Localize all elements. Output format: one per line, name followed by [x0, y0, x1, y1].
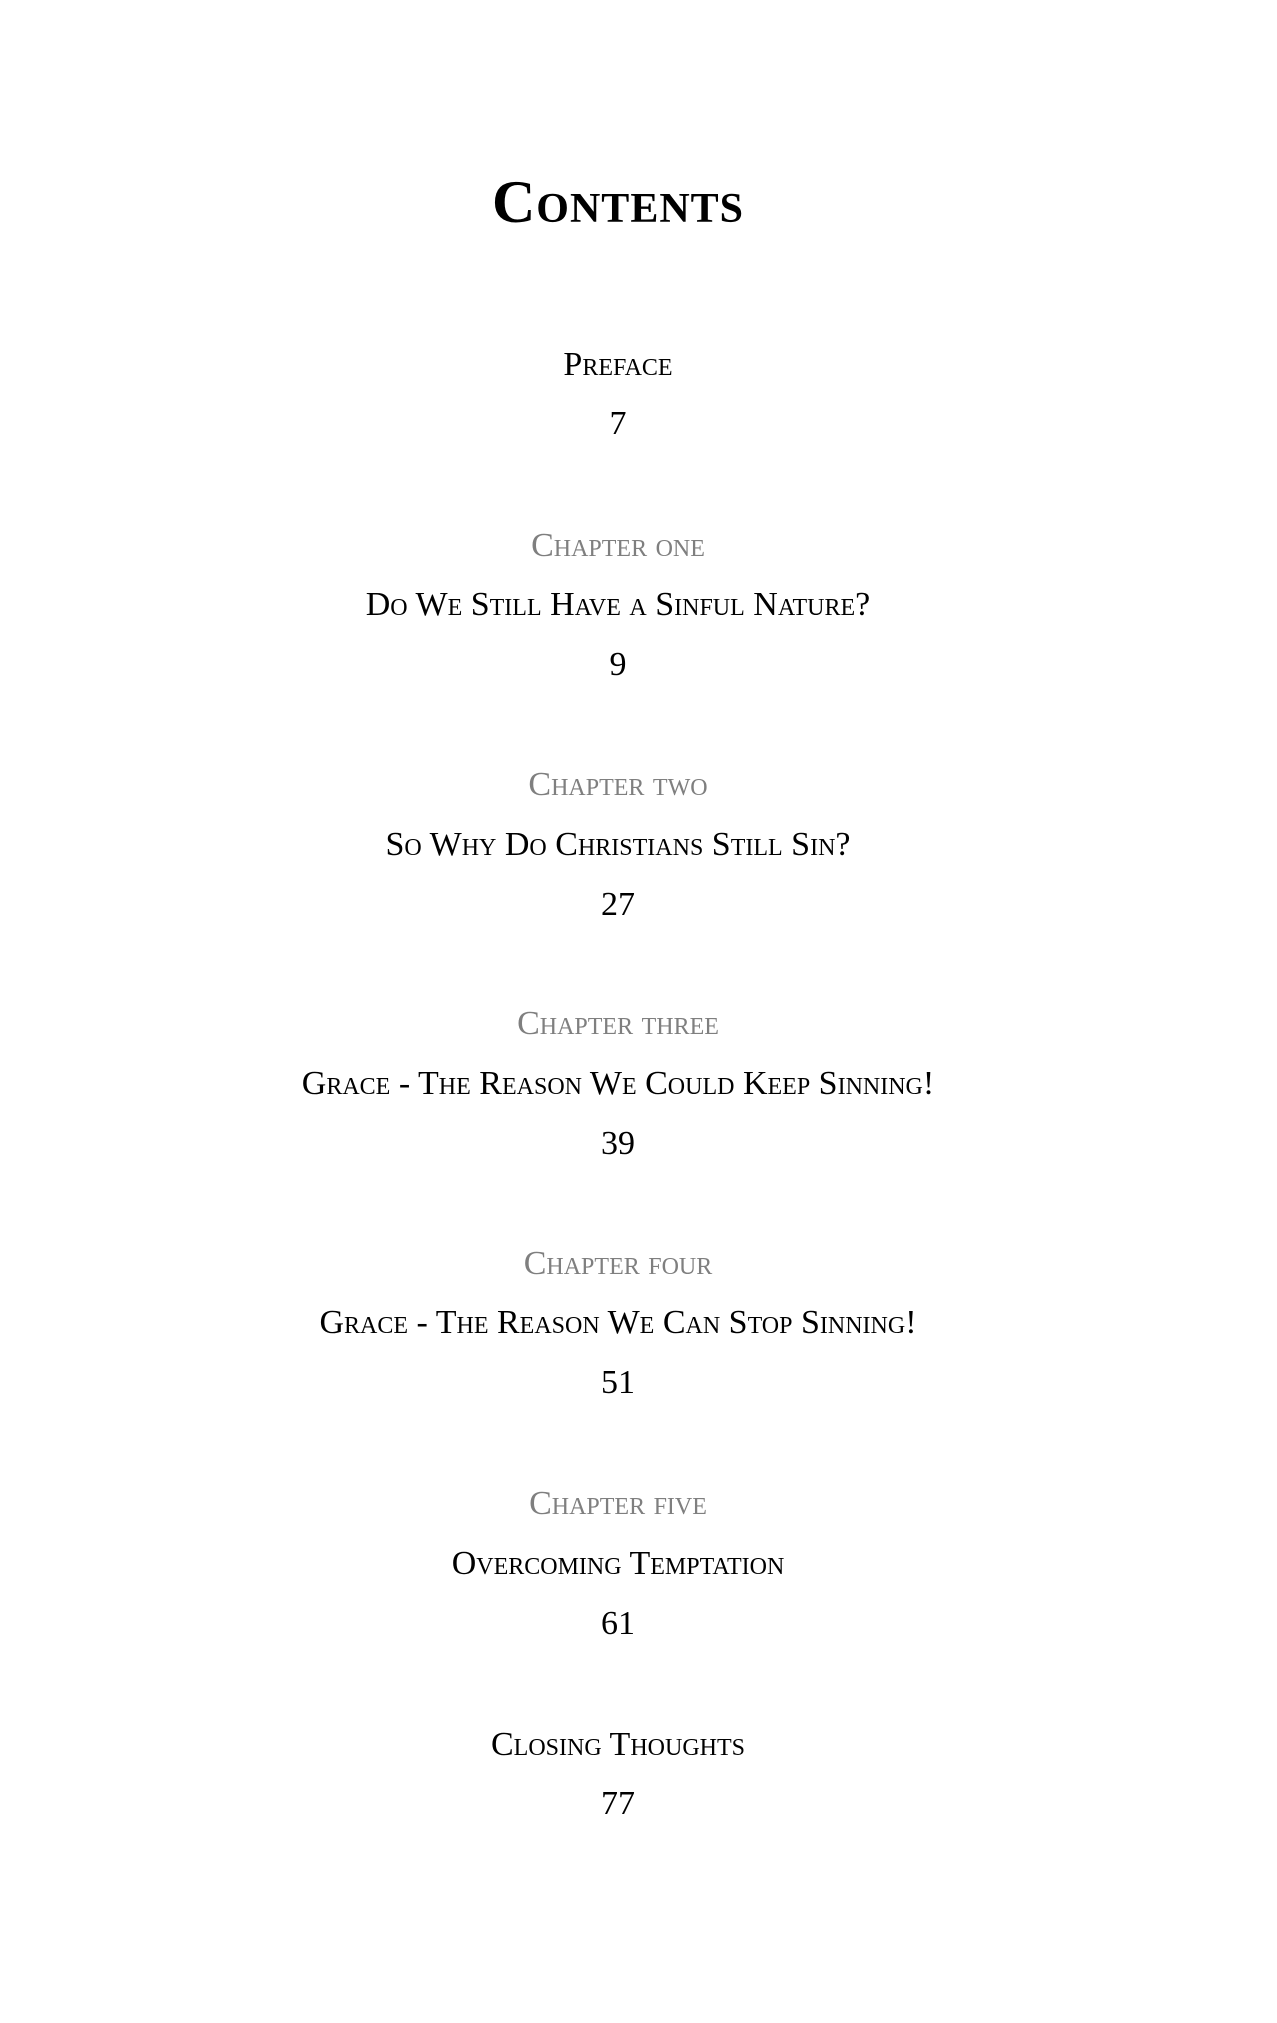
- toc-entry-page-chapter-one: 9: [609, 646, 627, 683]
- toc-entry-title-closing-thoughts: Closing Thoughts: [491, 1726, 745, 1763]
- page-title: Contents: [491, 169, 745, 235]
- toc-entry-page-closing-thoughts: 77: [601, 1785, 635, 1822]
- toc-entry-title-preface: Preface: [563, 346, 673, 383]
- toc-entry-label-chapter-five: Chapter five: [529, 1485, 707, 1522]
- toc-entry-title-chapter-five: Overcoming Temptation: [451, 1545, 785, 1582]
- toc-entry-label-chapter-one: Chapter one: [531, 527, 705, 564]
- toc-entry-page-chapter-four: 51: [601, 1364, 635, 1401]
- toc-entry-label-chapter-three: Chapter three: [517, 1005, 719, 1042]
- toc-entry-page-chapter-three: 39: [601, 1125, 635, 1162]
- toc-entry-title-chapter-two: So Why Do Christians Still Sin?: [385, 826, 851, 863]
- toc-entry-title-chapter-three: Grace - The Reason We Could Keep Sinning!: [301, 1065, 935, 1102]
- toc-entry-title-chapter-four: Grace - The Reason We Can Stop Sinning!: [319, 1304, 917, 1341]
- toc-entry-label-chapter-four: Chapter four: [523, 1245, 713, 1282]
- toc-entry-title-chapter-one: Do We Still Have a Sinful Nature?: [365, 586, 871, 623]
- toc-entry-page-chapter-five: 61: [601, 1605, 635, 1642]
- toc-entry-page-chapter-two: 27: [601, 886, 635, 923]
- toc-entry-label-chapter-two: Chapter two: [528, 766, 708, 803]
- toc-entry-page-preface: 7: [609, 405, 627, 442]
